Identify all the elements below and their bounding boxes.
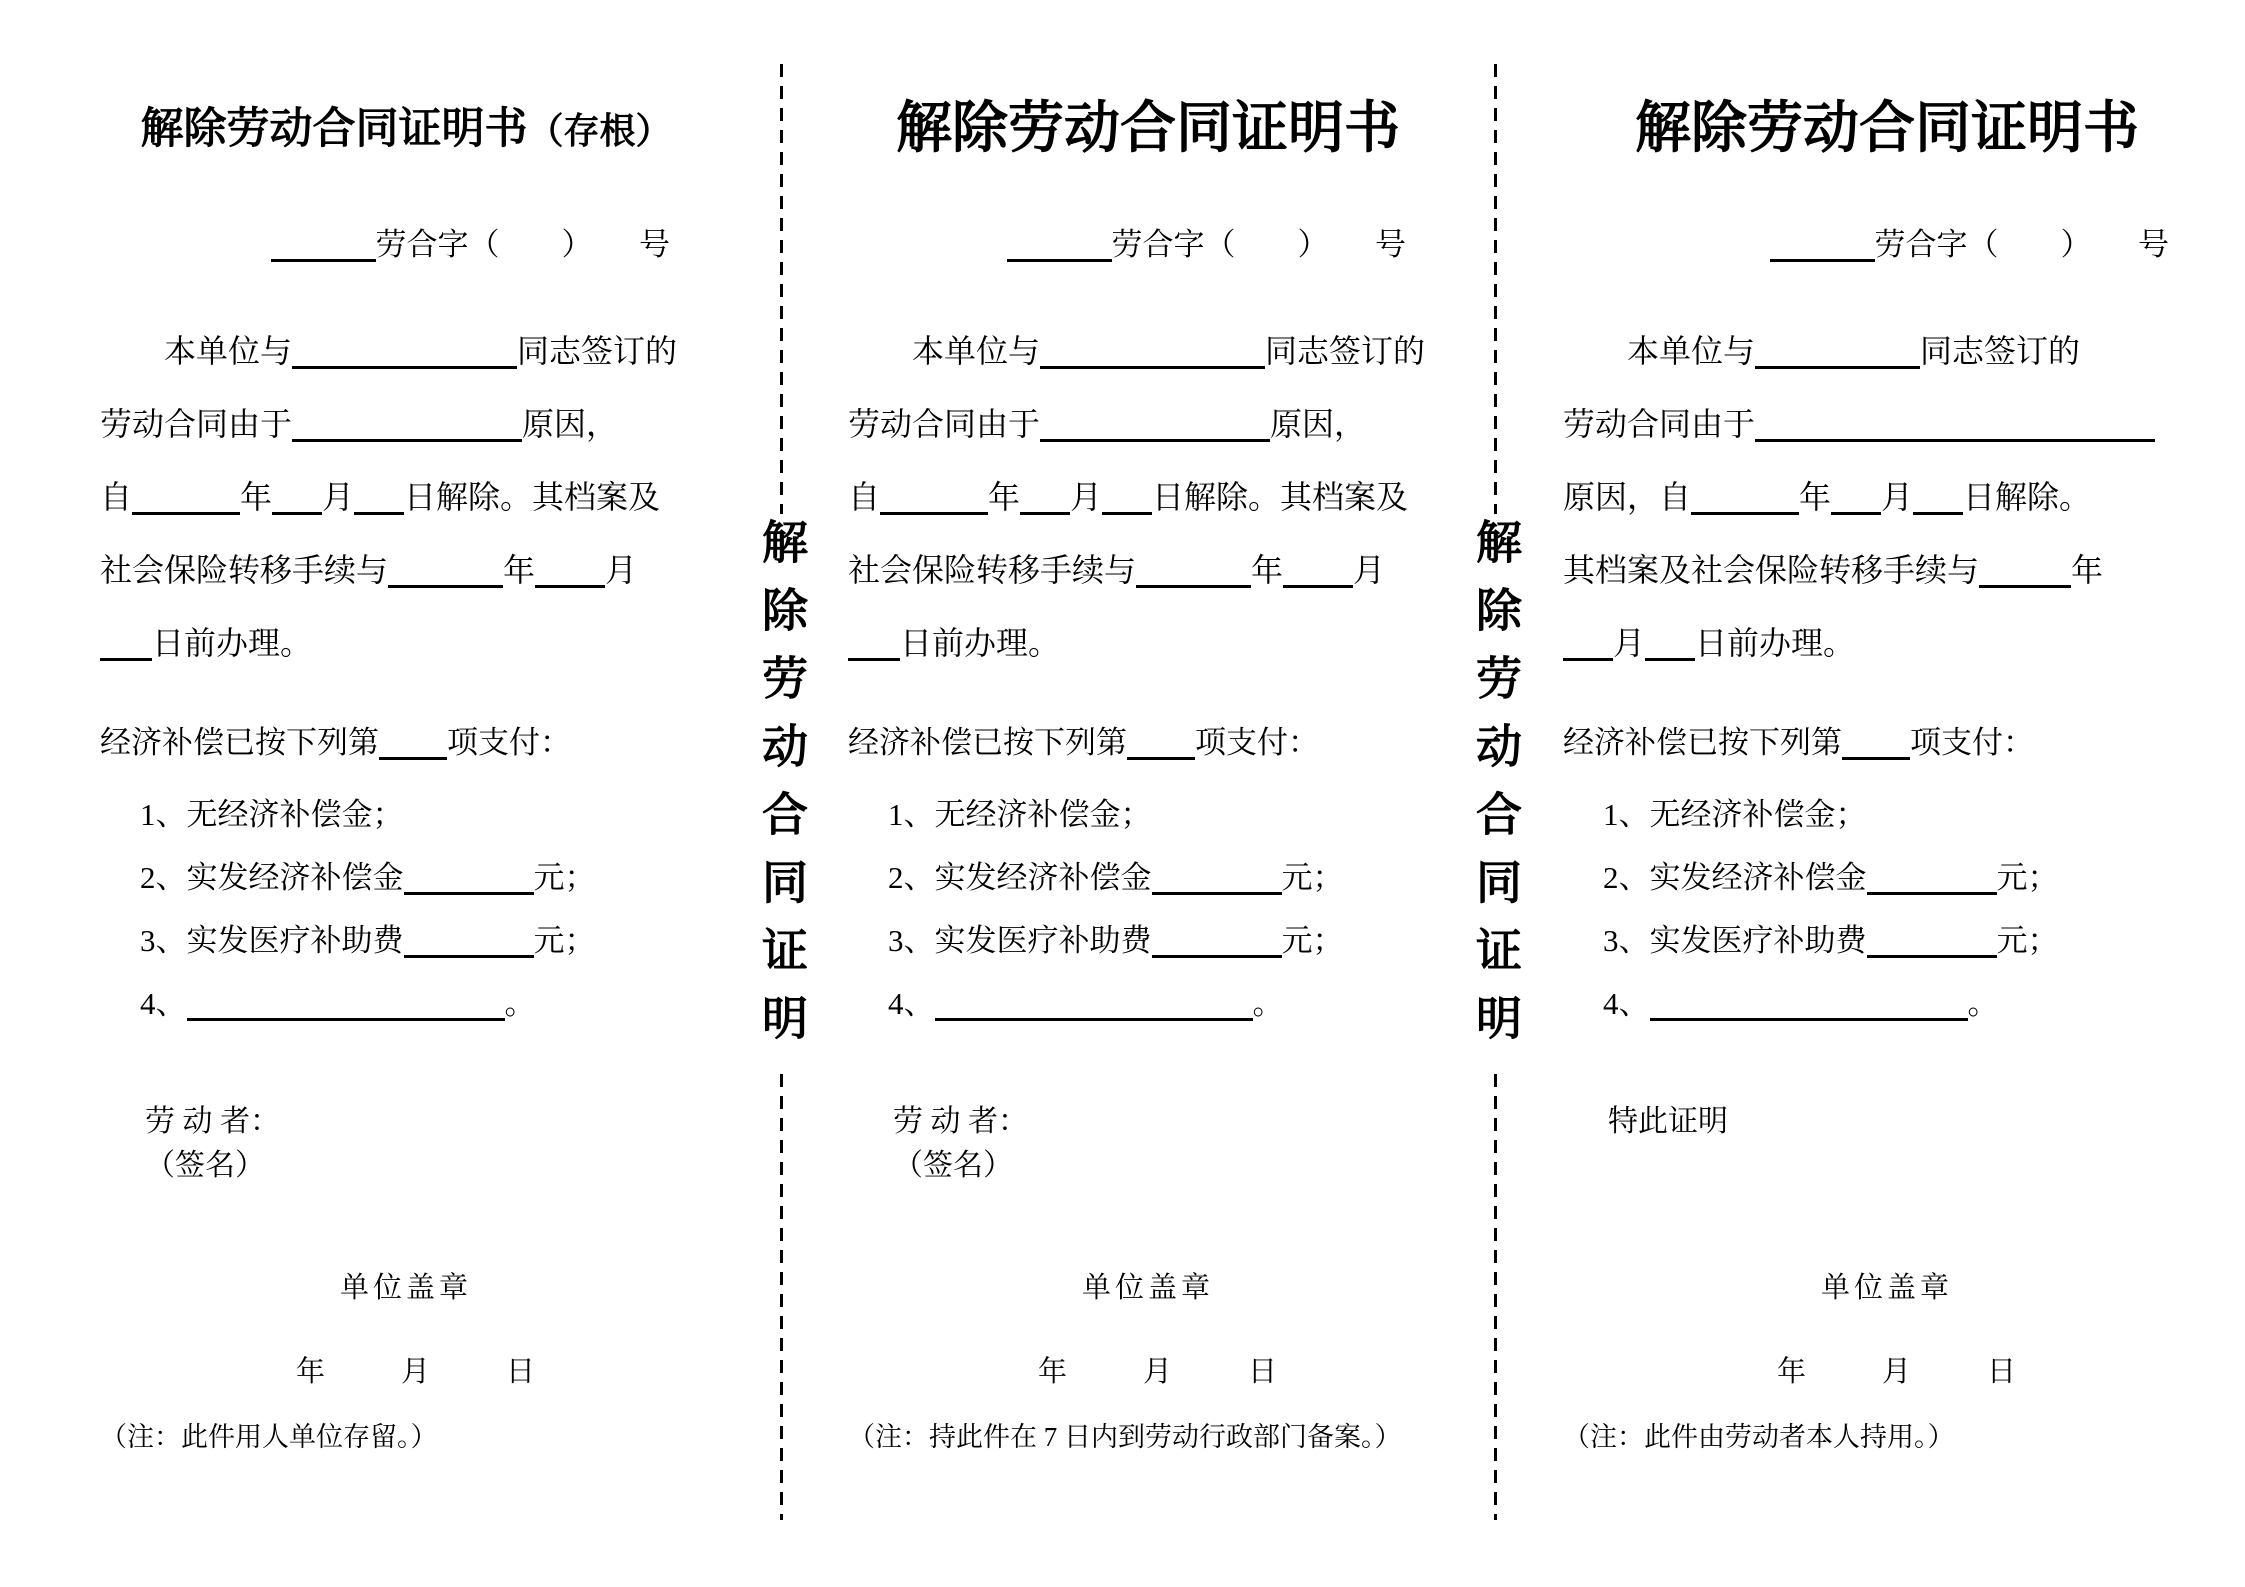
text-segment: 3、实发医疗补助费 bbox=[1603, 923, 1867, 958]
paragraph-line bbox=[100, 315, 712, 388]
text-segment: 1、无经济补偿金； bbox=[1603, 797, 1867, 832]
date-line: 年 月 日 bbox=[1776, 1356, 2022, 1388]
seal-label: 单位盖章 bbox=[1820, 1272, 1953, 1304]
blank-underline bbox=[1127, 727, 1195, 760]
text-segment: 月 bbox=[1070, 479, 1103, 515]
text-segment: 原因， bbox=[522, 406, 619, 442]
blank-underline bbox=[1563, 628, 1613, 661]
text-segment: 2、实发经济补偿金 bbox=[1603, 860, 1867, 895]
compensation-item bbox=[140, 846, 712, 909]
text-segment: 日前办理。 bbox=[900, 625, 1061, 661]
blank-underline bbox=[1645, 628, 1695, 661]
blank-underline bbox=[1755, 336, 1920, 369]
blank-underline bbox=[1007, 229, 1112, 262]
dashed-line bbox=[1494, 64, 1497, 514]
text-segment: 劳动合同由于 bbox=[848, 406, 1041, 442]
date-line: 年 月 日 bbox=[1037, 1356, 1283, 1388]
blank-underline bbox=[1691, 482, 1799, 515]
blank-underline bbox=[388, 555, 503, 588]
text-segment: 元； bbox=[1281, 923, 1344, 958]
text-segment: 元； bbox=[533, 923, 596, 958]
text-segment: 元； bbox=[533, 860, 596, 895]
compensation-item bbox=[1603, 972, 2211, 1035]
text-segment: 月 bbox=[1881, 479, 1914, 515]
note-line: （注：持此件在 7 日内到劳动行政部门备案。） bbox=[848, 1422, 1402, 1452]
text-segment: 本单位与 bbox=[1563, 333, 1756, 369]
text-segment: 2、实发经济补偿金 bbox=[888, 860, 1152, 895]
signer-line: 劳 动 者： bbox=[145, 1105, 280, 1138]
blank-underline bbox=[535, 555, 605, 588]
text-segment: 劳合字（ ） 号 bbox=[375, 227, 670, 262]
signer-line: 特此证明 bbox=[1608, 1105, 1728, 1138]
signer-line: 劳 动 者： bbox=[893, 1105, 1028, 1138]
text-segment: 原因，自 bbox=[1563, 479, 1692, 515]
text-segment: 元； bbox=[1281, 860, 1344, 895]
paragraph-line bbox=[848, 534, 1448, 607]
text-segment: 日解除。 bbox=[1963, 479, 2092, 515]
panel-title bbox=[100, 92, 712, 169]
panel-stub-copy bbox=[100, 0, 712, 1587]
blank-underline bbox=[1102, 482, 1152, 515]
compensation-heading bbox=[848, 722, 1448, 764]
note-line: （注：此件用人单位存留。） bbox=[100, 1422, 438, 1452]
blank-underline bbox=[935, 988, 1253, 1021]
paragraph-line bbox=[848, 388, 1448, 461]
blank-underline bbox=[1152, 862, 1282, 895]
text-segment: 经济补偿已按下列第 bbox=[848, 725, 1127, 760]
text-segment: 4、 bbox=[1603, 986, 1650, 1021]
body-paragraph bbox=[1563, 315, 2211, 680]
blank-underline bbox=[1867, 925, 1997, 958]
blank-underline bbox=[1136, 555, 1251, 588]
ref-number-line bbox=[848, 224, 1448, 266]
text-segment: 元； bbox=[1996, 923, 2059, 958]
blank-underline bbox=[1040, 409, 1270, 442]
blank-underline bbox=[187, 988, 505, 1021]
text-segment: 项支付： bbox=[1910, 725, 2034, 760]
blank-underline bbox=[1842, 727, 1910, 760]
panel-title bbox=[1563, 92, 2211, 173]
text-segment: 项支付： bbox=[447, 725, 571, 760]
panel-title-suffix: （存根） bbox=[527, 111, 672, 151]
panel-labor-bureau-copy bbox=[848, 0, 1448, 1587]
panel-title bbox=[848, 92, 1448, 173]
paragraph-line bbox=[1563, 315, 2211, 388]
text-segment: 自 bbox=[100, 479, 133, 515]
text-segment: 。 bbox=[504, 986, 536, 1021]
panel-title-text: 解除劳动合同证明书 bbox=[896, 98, 1400, 160]
text-segment: 社会保险转移手续与 bbox=[848, 552, 1137, 588]
text-segment: 其档案及社会保险转移手续与 bbox=[1563, 552, 1980, 588]
blank-underline bbox=[1040, 336, 1265, 369]
text-segment: 社会保险转移手续与 bbox=[100, 552, 389, 588]
blank-underline bbox=[404, 925, 534, 958]
text-segment: 日前办理。 bbox=[152, 625, 313, 661]
paragraph-line bbox=[100, 461, 712, 534]
text-segment: 本单位与 bbox=[100, 333, 293, 369]
note-line: （注：此件由劳动者本人持用。） bbox=[1563, 1422, 1955, 1452]
text-segment: 月 bbox=[1613, 625, 1646, 661]
compensation-item bbox=[888, 909, 1448, 972]
compensation-items bbox=[100, 783, 712, 1035]
text-segment: 同志签订的 bbox=[517, 333, 678, 369]
blank-underline bbox=[1913, 482, 1963, 515]
signer-line: （签名） bbox=[893, 1149, 1013, 1182]
signer-block bbox=[100, 1100, 712, 1188]
text-segment: 。 bbox=[1252, 986, 1284, 1021]
text-segment: 经济补偿已按下列第 bbox=[1563, 725, 1842, 760]
compensation-item bbox=[140, 783, 712, 846]
text-segment: 同志签订的 bbox=[1920, 333, 2081, 369]
blank-underline bbox=[1867, 862, 1997, 895]
text-segment: 4、 bbox=[140, 986, 187, 1021]
compensation-item bbox=[888, 972, 1448, 1035]
compensation-heading bbox=[100, 722, 712, 764]
blank-underline bbox=[1831, 482, 1881, 515]
compensation-item bbox=[1603, 909, 2211, 972]
text-segment: 1、无经济补偿金； bbox=[140, 797, 404, 832]
paragraph-line bbox=[1563, 607, 2211, 680]
paragraph-line bbox=[848, 607, 1448, 680]
ref-number-line bbox=[1563, 224, 2211, 266]
divider-vertical-label: 解除劳动合同证明 bbox=[1470, 518, 1521, 1062]
text-segment: 年 bbox=[1799, 479, 1832, 515]
panel-employee-copy bbox=[1563, 0, 2211, 1587]
text-segment: 劳动合同由于 bbox=[1563, 406, 1756, 442]
compensation-item bbox=[888, 783, 1448, 846]
text-segment: 。 bbox=[1967, 986, 1999, 1021]
paragraph-line bbox=[848, 315, 1448, 388]
text-segment: 年 bbox=[240, 479, 273, 515]
blank-underline bbox=[292, 336, 517, 369]
seal-label: 单位盖章 bbox=[339, 1272, 472, 1304]
seal-label: 单位盖章 bbox=[1081, 1272, 1214, 1304]
text-segment: 经济补偿已按下列第 bbox=[100, 725, 379, 760]
text-segment: 月 bbox=[605, 552, 638, 588]
paragraph-line bbox=[1563, 534, 2211, 607]
text-segment: 1、无经济补偿金； bbox=[888, 797, 1152, 832]
text-segment: 2、实发经济补偿金 bbox=[140, 860, 404, 895]
text-segment: 4、 bbox=[888, 986, 935, 1021]
blank-underline bbox=[1770, 229, 1875, 262]
panel-title-text: 解除劳动合同证明书 bbox=[140, 106, 528, 153]
text-segment: 劳合字（ ） 号 bbox=[1874, 227, 2169, 262]
divider-right bbox=[1463, 64, 1527, 1520]
text-segment: 项支付： bbox=[1195, 725, 1319, 760]
body-paragraph bbox=[100, 315, 712, 680]
text-segment: 原因， bbox=[1270, 406, 1367, 442]
text-segment: 月 bbox=[322, 479, 355, 515]
paragraph-line bbox=[848, 461, 1448, 534]
blank-underline bbox=[379, 727, 447, 760]
signer-line: （签名） bbox=[145, 1149, 265, 1182]
paragraph-line bbox=[1563, 461, 2211, 534]
blank-underline bbox=[132, 482, 240, 515]
text-segment: 自 bbox=[848, 479, 881, 515]
blank-underline bbox=[1283, 555, 1353, 588]
blank-underline bbox=[1755, 409, 2155, 442]
dashed-line bbox=[780, 64, 783, 514]
blank-underline bbox=[272, 482, 322, 515]
compensation-items bbox=[848, 783, 1448, 1035]
text-segment: 年 bbox=[503, 552, 536, 588]
divider-vertical-label: 解除劳动合同证明 bbox=[756, 518, 807, 1062]
blank-underline bbox=[100, 628, 152, 661]
blank-underline bbox=[1979, 555, 2071, 588]
compensation-items bbox=[1563, 783, 2211, 1035]
text-segment: 日解除。其档案及 bbox=[404, 479, 661, 515]
blank-underline bbox=[848, 628, 900, 661]
paragraph-line bbox=[100, 388, 712, 461]
compensation-item bbox=[140, 909, 712, 972]
text-segment: 劳动合同由于 bbox=[100, 406, 293, 442]
panel-title-text: 解除劳动合同证明书 bbox=[1635, 98, 2139, 160]
blank-underline bbox=[271, 229, 376, 262]
compensation-item bbox=[1603, 846, 2211, 909]
compensation-heading bbox=[1563, 722, 2211, 764]
blank-underline bbox=[354, 482, 404, 515]
text-segment: 日解除。其档案及 bbox=[1152, 479, 1409, 515]
text-segment: 3、实发医疗补助费 bbox=[888, 923, 1152, 958]
blank-underline bbox=[404, 862, 534, 895]
text-segment: 本单位与 bbox=[848, 333, 1041, 369]
divider-left bbox=[749, 64, 813, 1520]
dashed-line bbox=[780, 1074, 783, 1520]
compensation-item bbox=[1603, 783, 2211, 846]
text-segment: 年 bbox=[2071, 552, 2104, 588]
paragraph-line bbox=[1563, 388, 2211, 461]
text-segment: 月 bbox=[1353, 552, 1386, 588]
signer-block bbox=[848, 1100, 1448, 1188]
body-paragraph bbox=[848, 315, 1448, 680]
blank-underline bbox=[1020, 482, 1070, 515]
blank-underline bbox=[1650, 988, 1968, 1021]
blank-underline bbox=[292, 409, 522, 442]
compensation-item bbox=[888, 846, 1448, 909]
text-segment: 日前办理。 bbox=[1695, 625, 1856, 661]
ref-number-line bbox=[100, 224, 712, 266]
dashed-line bbox=[1494, 1074, 1497, 1520]
text-segment: 年 bbox=[988, 479, 1021, 515]
paragraph-line bbox=[100, 534, 712, 607]
text-segment: 3、实发医疗补助费 bbox=[140, 923, 404, 958]
text-segment: 元； bbox=[1996, 860, 2059, 895]
signer-block bbox=[1563, 1100, 2211, 1144]
compensation-item bbox=[140, 972, 712, 1035]
text-segment: 同志签订的 bbox=[1265, 333, 1426, 369]
blank-underline bbox=[880, 482, 988, 515]
paragraph-line bbox=[100, 607, 712, 680]
blank-underline bbox=[1152, 925, 1282, 958]
text-segment: 年 bbox=[1251, 552, 1284, 588]
date-line: 年 月 日 bbox=[295, 1356, 541, 1388]
text-segment: 劳合字（ ） 号 bbox=[1111, 227, 1406, 262]
